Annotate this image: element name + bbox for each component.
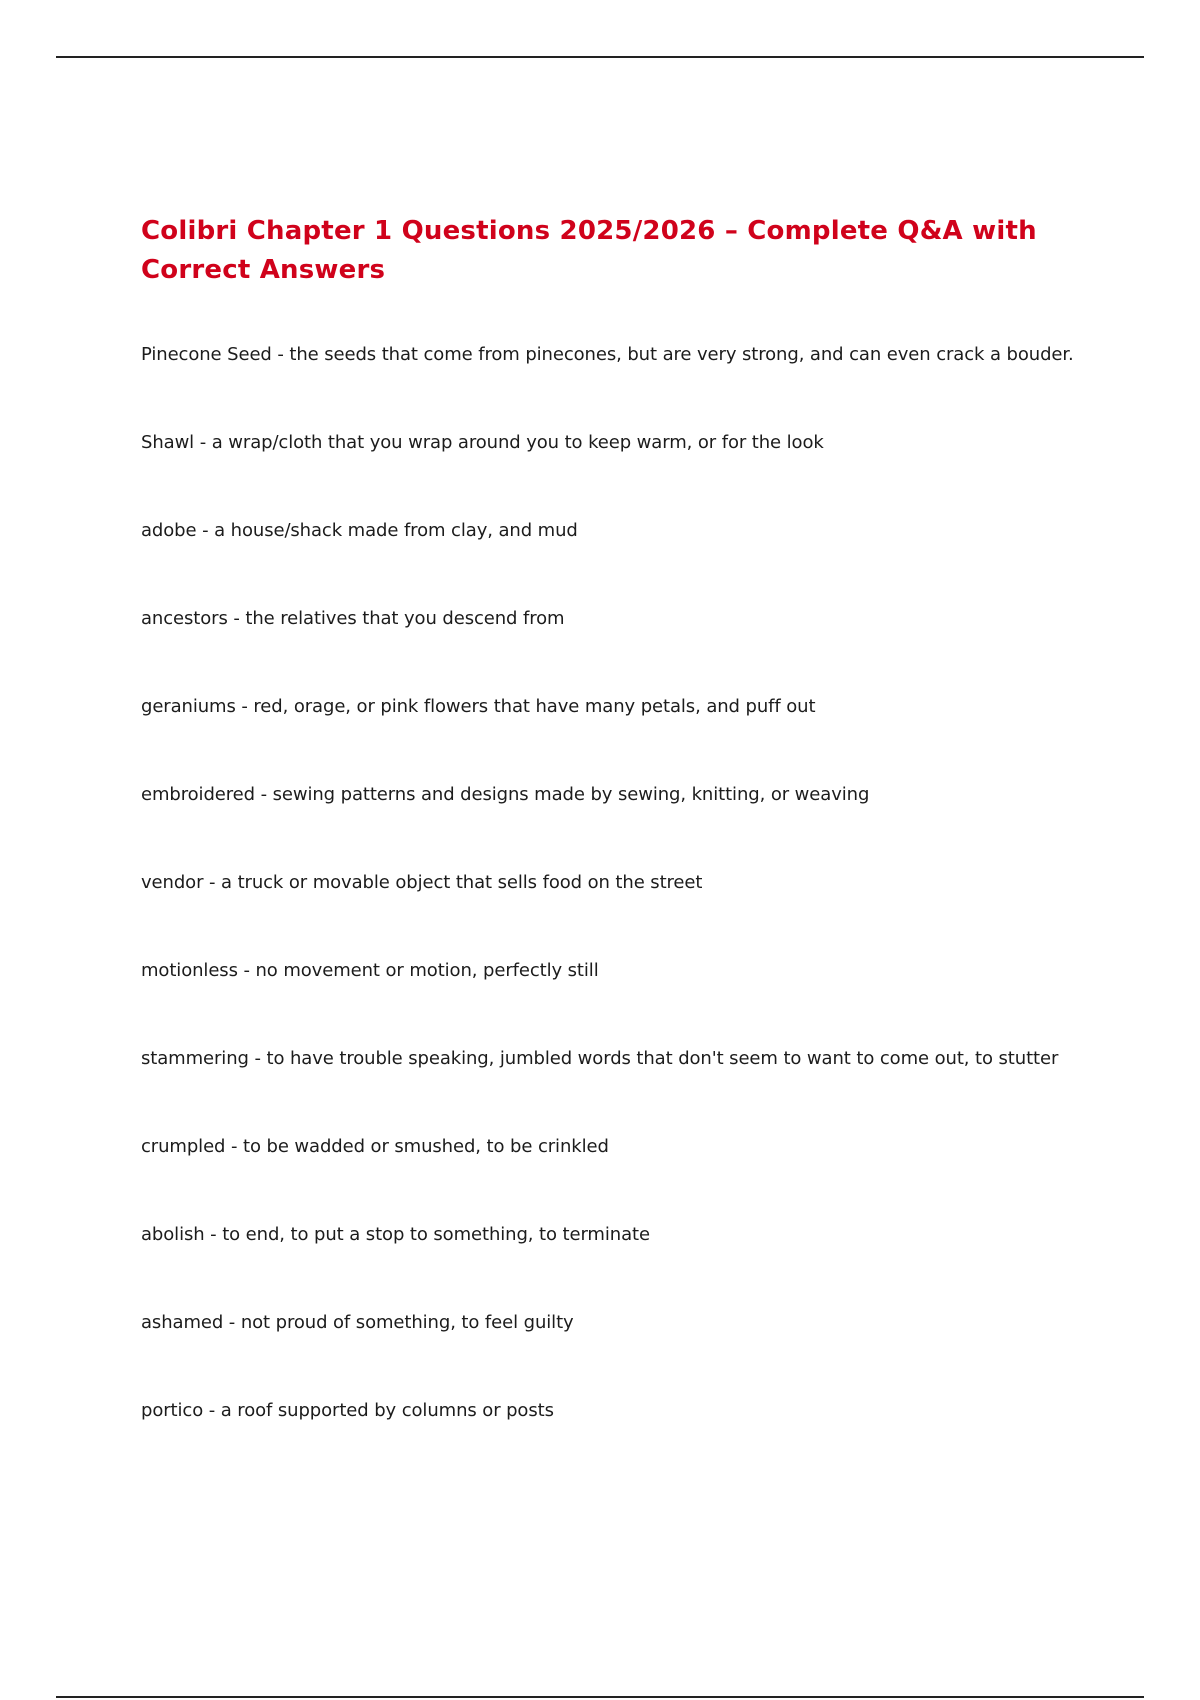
bottom-rule [56,1696,1144,1698]
term-ashamed: ashamed - not proud of something, to feel guilty [141,1312,574,1333]
document-title: Colibri Chapter 1 Questions 2025/2026 – Complete Q&A with Correct Answers [141,216,1037,285]
term-stammering: stammering - to have trouble speaking, jumbled words that don't seem to want to come out, to stutter [141,1048,1059,1069]
term-crumpled: crumpled - to be wadded or smushed, to be crinkled [141,1136,609,1157]
term-geraniums: geraniums - red, orage, or pink flowers that have many petals, and puff out [141,696,816,717]
term-portico: portico - a roof supported by columns or posts [141,1400,554,1421]
term-list [141,342,1081,1424]
term-adobe: adobe - a house/shack made from clay, and mud [141,520,578,541]
term-embroidered: embroidered - sewing patterns and designs made by sewing, knitting, or weaving [141,784,870,805]
term-pinecone-seed: Pinecone Seed - the seeds that come from pinecones, but are very strong, and can even crack a bouder. [141,344,1074,365]
term-vendor: vendor - a truck or movable object that sells food on the street [141,872,703,893]
document-body [141,212,1081,1486]
term-shawl: Shawl - a wrap/cloth that you wrap around you to keep warm, or for the look [141,432,824,453]
term-abolish: abolish - to end, to put a stop to something, to terminate [141,1224,650,1245]
top-rule [56,56,1144,58]
term-motionless: motionless - no movement or motion, perfectly still [141,960,599,981]
term-ancestors: ancestors - the relatives that you descend from [141,608,565,629]
